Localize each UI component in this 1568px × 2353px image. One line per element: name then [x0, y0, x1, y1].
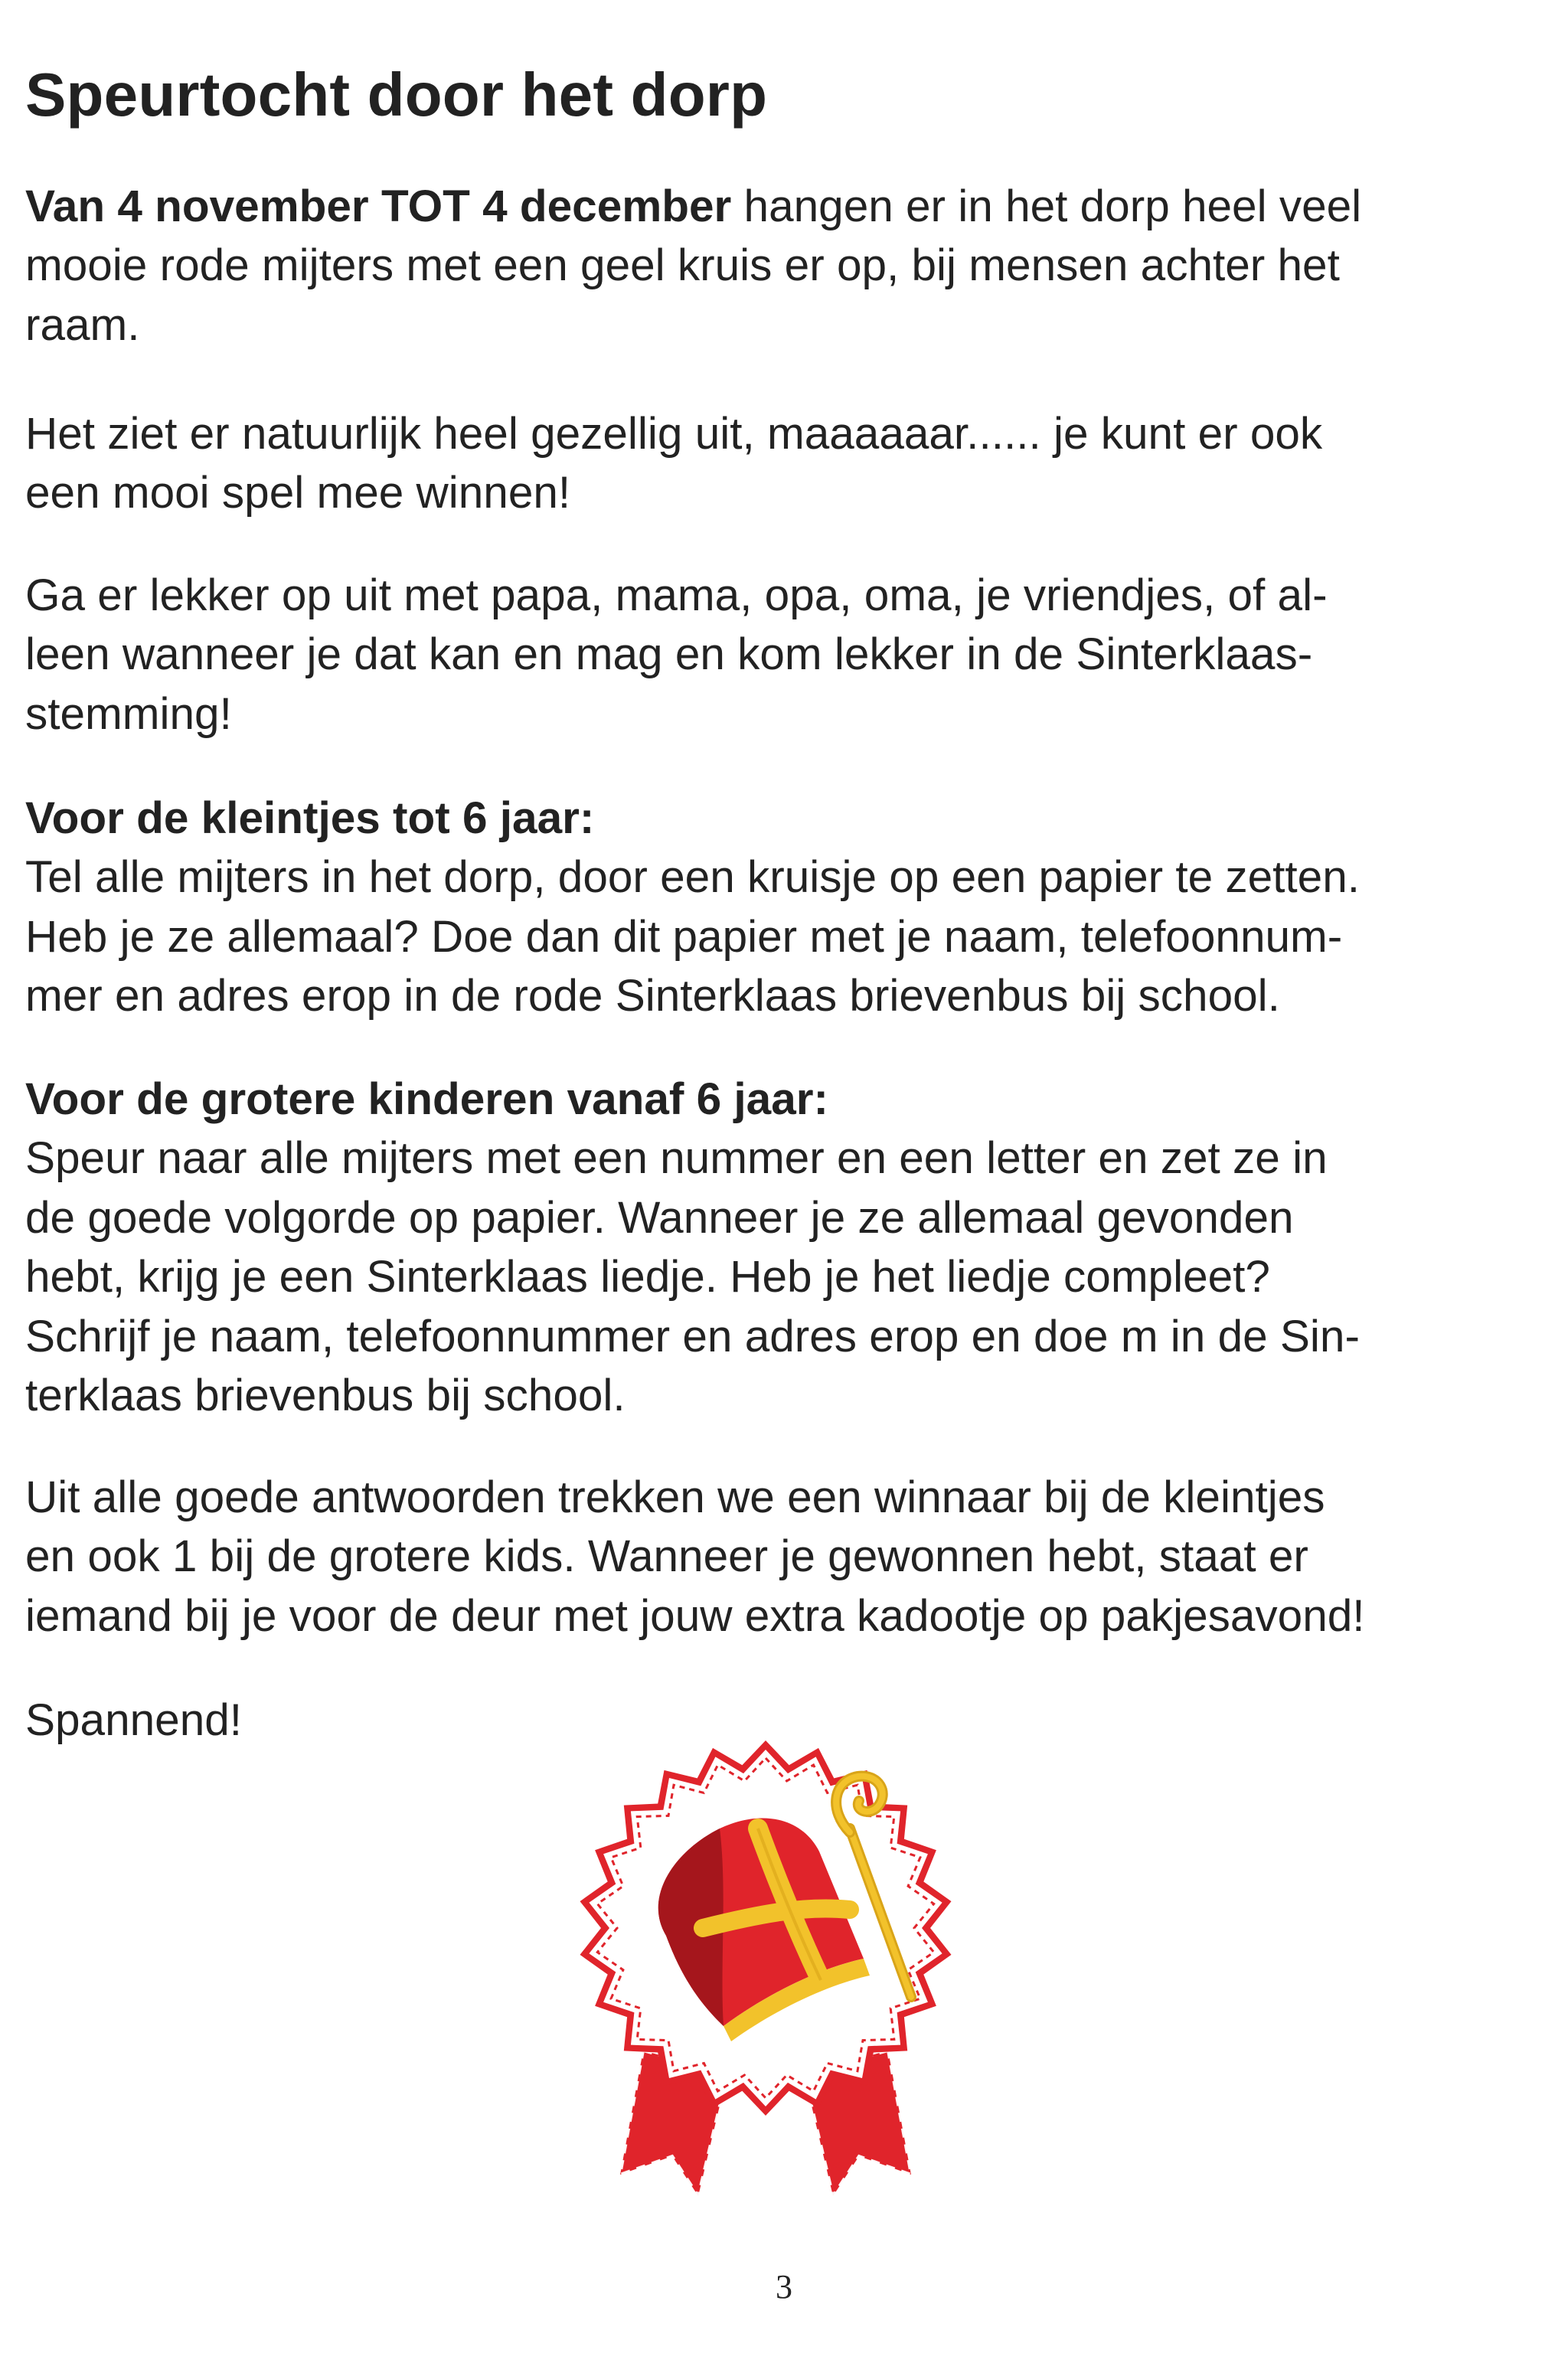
mitre-rosette-icon	[528, 1737, 1003, 2211]
closing-text: Spannend!	[25, 1695, 243, 1745]
go-out-line-2: leen wanneer je dat kan en mag en kom lekker in de Sinterklaas-	[25, 629, 1313, 680]
older-kids-line-1: Speur naar alle mijters met een nummer en een letter en zet ze in	[25, 1133, 1328, 1184]
game-paragraph	[25, 404, 1557, 523]
go-out-line-3: stemming!	[25, 688, 232, 739]
go-out-paragraph	[25, 566, 1557, 743]
little-ones-line-3: mer en adres erop in de rode Sinterklaas brievenbus bij school.	[25, 971, 1280, 1021]
little-ones-heading: Voor de kleintjes tot 6 jaar:	[25, 793, 595, 843]
older-kids-section	[25, 1070, 1557, 1425]
winner-line-3: iemand bij je voor de deur met jouw extra kadootje op pakjesavond!	[25, 1590, 1365, 1641]
older-kids-line-4: Schrijf je naam, telefoonnummer en adres erop en doe m in de Sin-	[25, 1311, 1360, 1361]
page-title: Speurtocht door het dorp	[25, 60, 768, 129]
winner-line-1: Uit alle goede antwoorden trekken we een winnaar bij de kleintjes	[25, 1472, 1325, 1522]
older-kids-heading: Voor de grotere kinderen vanaf 6 jaar:	[25, 1074, 829, 1124]
intro-line-2: mooie rode mijters met een geel kruis er op, bij mensen achter het	[25, 240, 1340, 291]
older-kids-line-3: hebt, krijg je een Sinterklaas liedje. Heb je het liedje compleet?	[25, 1252, 1270, 1302]
little-ones-line-2: Heb je ze allemaal? Doe dan dit papier met je naam, telefoonnum-	[25, 911, 1343, 962]
page-number: 3	[776, 2268, 792, 2306]
older-kids-line-2: de goede volgorde op papier. Wanneer je ze allemaal gevonden	[25, 1192, 1294, 1243]
little-ones-section	[25, 789, 1557, 1026]
intro-line-3: raam.	[25, 299, 140, 350]
game-line-1: Het ziet er natuurlijk heel gezellig uit, maaaaaar...... je kunt er ook	[25, 409, 1323, 459]
date-range: Van 4 november TOT 4 december	[25, 181, 732, 231]
winner-line-2: en ook 1 bij de grotere kids. Wanneer je gewonnen hebt, staat er	[25, 1531, 1308, 1582]
winner-paragraph	[25, 1468, 1557, 1645]
game-line-2: een mooi spel mee winnen!	[25, 468, 571, 518]
intro-line-1	[25, 177, 1557, 236]
little-ones-line-1: Tel alle mijters in het dorp, door een kruisje op een papier te zetten.	[25, 852, 1361, 903]
go-out-line-1: Ga er lekker op uit met papa, mama, opa, oma, je vriendjes, of al-	[25, 570, 1328, 620]
intro-line-1-rest: hangen er in het dorp heel veel	[731, 181, 1362, 231]
older-kids-line-5: terklaas brievenbus bij school.	[25, 1371, 626, 1421]
intro-paragraph	[25, 177, 1557, 355]
